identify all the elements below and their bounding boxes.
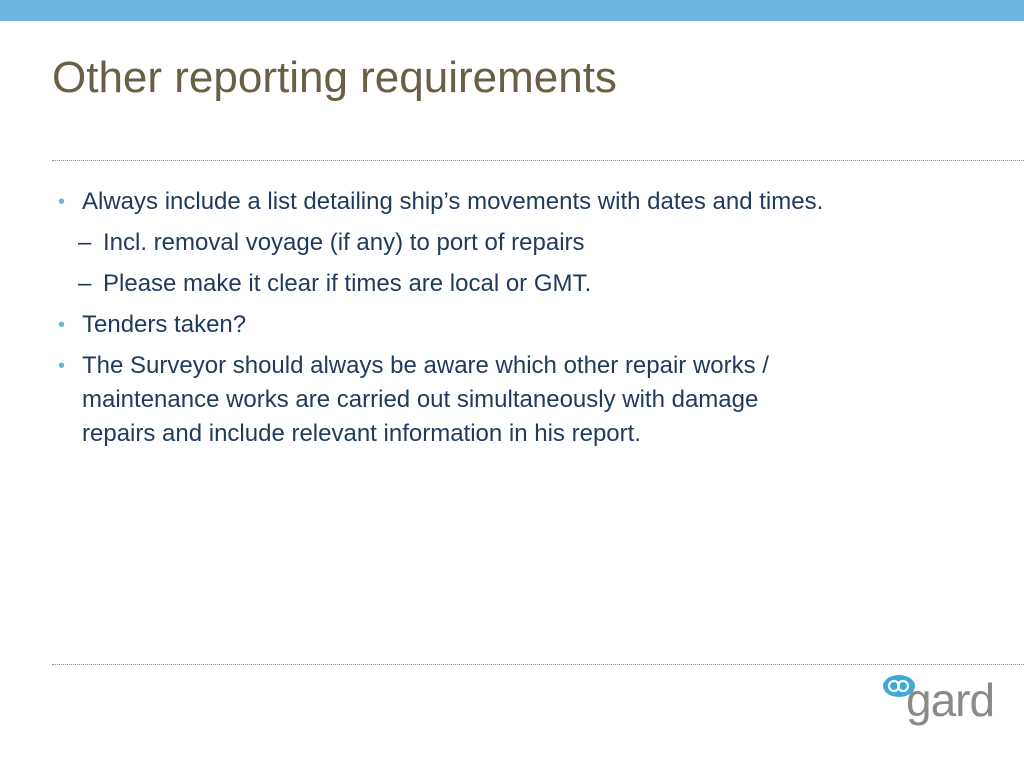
bullet-marker: • (58, 191, 66, 213)
sub-bullet-text: Incl. removal voyage (if any) to port of repairs (103, 229, 585, 256)
sub-bullet-item (58, 226, 978, 260)
title-divider (52, 160, 1024, 161)
bullet-marker: • (58, 355, 66, 377)
sub-bullet-marker: – (78, 270, 92, 297)
bullet-item (58, 308, 978, 342)
sub-bullet-text: Please make it clear if times are local or GMT. (103, 270, 592, 297)
top-accent-bar (0, 0, 1024, 21)
footer-divider (52, 664, 1024, 665)
bullet-text: Always include a list detailing ship’s movements with dates and times. (82, 188, 824, 215)
bullet-text-line: maintenance works are carried out simultaneously with damage (82, 386, 759, 413)
bullet-item (58, 349, 978, 451)
gard-logo (882, 672, 995, 732)
bullet-item (58, 185, 978, 219)
bullet-list (58, 185, 978, 458)
gard-logo-wordmark: gard (906, 674, 995, 726)
sub-bullet-item (58, 267, 978, 301)
slide-title: Other reporting requirements (52, 53, 617, 102)
bullet-text-line: repairs and include relevant information in his report. (82, 420, 641, 447)
bullet-text-line: The Surveyor should always be aware which other repair works / (82, 352, 769, 379)
sub-bullet-marker: – (78, 229, 92, 256)
bullet-marker: • (58, 314, 66, 336)
bullet-text: Tenders taken? (82, 311, 247, 338)
